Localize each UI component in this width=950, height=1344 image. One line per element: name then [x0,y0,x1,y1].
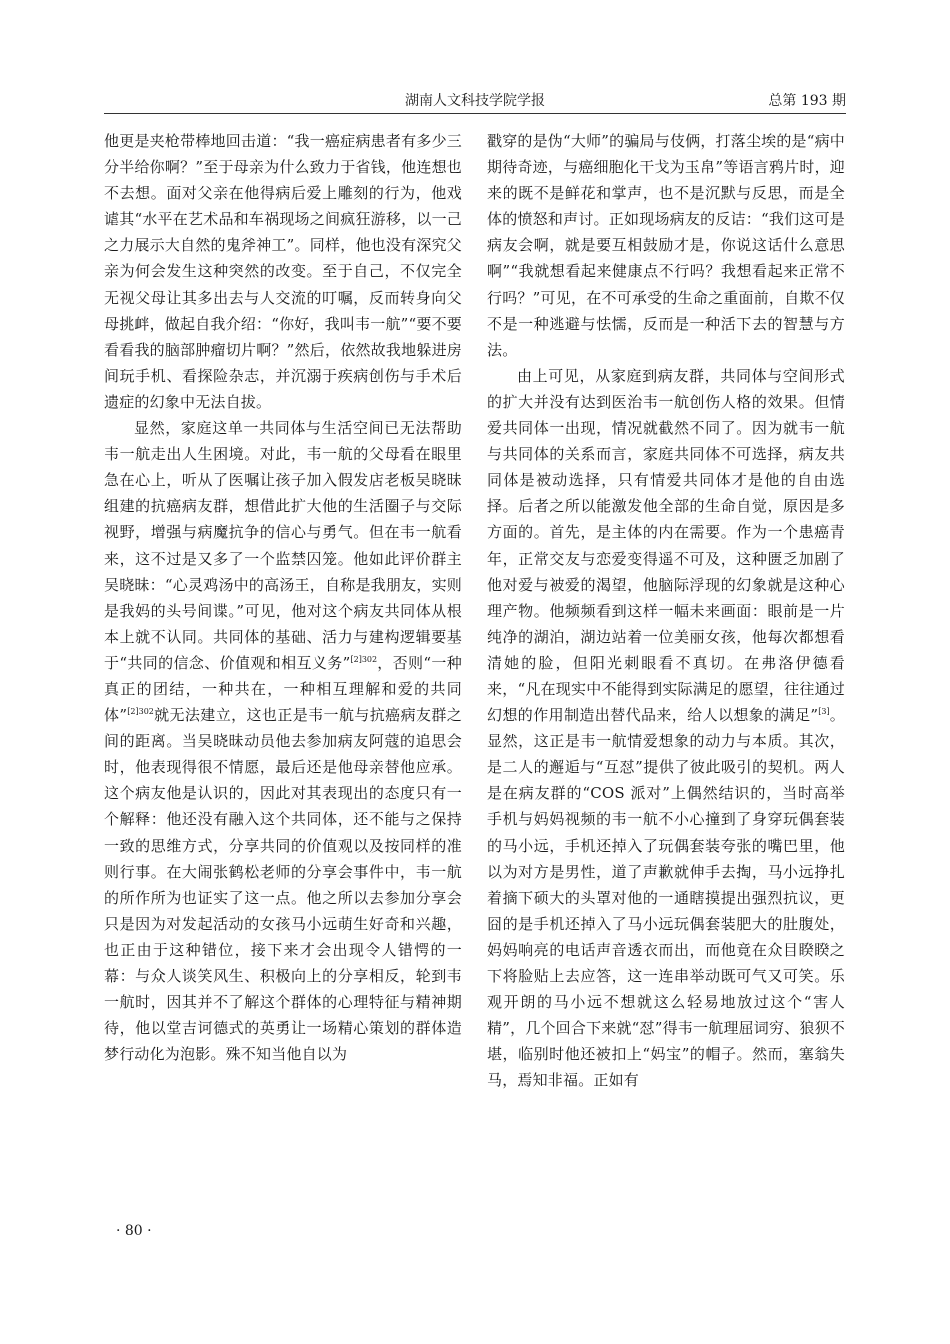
citation-ref: [2]302 [127,707,154,717]
paragraph [104,415,462,1067]
right-column [487,128,845,1093]
left-column [104,128,462,1067]
text-run: 显然，家庭这单一共同体与生活空间已无法帮助韦一航走出人生困境。对此，韦一航的父母看在眼里急在心上，听从了医嘱让孩子加入假发店老板吴晓昧组建的抗癌病友群，想借此扩大他的生活圈子与交际视野，增强与病魔抗争的信心与勇气。但在韦一航看来，这不过是又多了一个监禁囚笼。他如此评价群主吴晓昧：“心灵鸡汤中的高汤王，自称是我朋友，实则是我妈的头号间谍。”可见，他对这个病友共同体从根本上就不认同。共同体的基础、活力与建构逻辑要基于“共同的信念、价值观和相互义务” [104,419,462,672]
page-number: · 80 · [116,1223,152,1239]
text-run: 由上可见，从家庭到病友群，共同体与空间形式的扩大并没有达到医治韦一航创伤人格的效果。但情爱共同体一出现，情况就截然不同了。因为就韦一航与共同体的关系而言，家庭共同体不可选择，病友共同体是被动选择，只有情爱共同体才是他的自由选择。后者之所以能激发他全部的生命自觉，原因是多方面的。首先，是主体的内在需要。作为一个患癌青年，正常交友与恋爱变得遥不可及，这种匮乏加剧了他对爱与被爱的渴望，他脑际浮现的幻象就是这种心理产物。他频频看到这样一幅未来画面：眼前是一片纯净的湖泊，湖边站着一位美丽女孩，他每次都想看清她的脸，但阳光刺眼看不真切。在弗洛伊德看来，“凡在现实中不能得到实际满足的愿望，往往通过幻想的作用制造出替代品来，给人以想象的满足” [487,366,845,725]
paragraph: 戳穿的是伪“大师”的骗局与伎俩，打落尘埃的是“病中期待奇迹，与癌细胞化干戈为玉帛”等语言鸦片时，迎来的既不是鲜花和掌声，也不是沉默与反思，而是全体的愤怒和声讨。正如现场病友的反诘：“我们这可是病友会啊，就是要互相鼓励才是，你说这话什么意思啊”“我就想看起来健康点不行吗？我想看起来正常不行吗？”可见，在不可承受的生命之重面前，自欺不仅不是一种逃避与怯懦，反而是一种活下去的智慧与方法。 [487,132,846,359]
text-run: 。显然，这正是韦一航情爱想象的动力与本质。其次，是二人的邂逅与“互怼”提供了彼此吸引的契机。两人是在病友群的“COS 派对”上偶然结识的，当时高举手机与妈妈视频的韦一航不小心撞到了身穿玩偶套装的马小远，手机还掉入了玩偶套装夸张的嘴巴里，他以为对方是男性，道了声歉就伸手去掏，马小远挣扎着摘下硕大的头罩对他的一通瞎摸提出强烈抗议，更囧的是手机还掉入了马小远玩偶套装肥大的肚腹处，妈妈响亮的电话声音透衣而出，而他竟在众目睽睽之下将脸贴上去应答，这一连串举动既可气又可笑。乐观开朗的马小远不想就这么轻易地放过这个“害人精”，几个回合下来就“怼”得韦一航理屈词穷、狼狈不堪，临别时他还被扣上“妈宝”的帽子。然而，塞翁失马，焉知非福。正如有 [487,706,846,1090]
header-divider [104,113,846,114]
text-run: ，否则“一种真正的团结，一种共在，一种相互理解和爱的共同体” [104,653,462,725]
journal-title: 湖南人文科技学院学报 [405,93,545,109]
paragraph [487,363,845,1094]
issue-number: 总第 193 期 [768,93,846,109]
text-run: 就无法建立，这也正是韦一航与抗癌病友群之间的距离。当吴晓昧动员他去参加病友阿蔻的追思会时，他表现得很不情愿，最后还是他母亲替他应承。这个病友他是认识的，因此对其表现出的态度只有一个解释：他还没有融入这个共同体，还不能与之保持一致的思维方式，分享共同的价值观以及按同样的准则行事。在大闹张鹤松老师的分享会事件中，韦一航的所作所为也证实了这一点。他之所以去参加分享会只是因为对发起活动的女孩马小远萌生好奇和兴趣，也正由于这种错位，接下来才会出现令人错愕的一幕：与众人谈笑风生、积极向上的分享相反，轮到韦一航时，因其并不了解这个群体的心理特征与精神期待，他以堂吉诃德式的英勇让一场精心策划的群体造梦行动化为泡影。殊不知当他自以为 [104,706,462,1064]
paragraph: 他更是夹枪带棒地回击道：“我一癌症病患者有多少三分半给你啊？”至于母亲为什么致力于省钱，他连想也不去想。面对父亲在他得病后爱上雕刻的行为，他戏谑其“水平在艺术品和车祸现场之间疯狂游移，以一己之力展示大自然的鬼斧神工”。同样，他也没有深究父亲为何会发生这种突然的改变。至于自己，不仅完全无视父母让其多出去与人交流的叮嘱，反而转身向父母挑衅，做起自我介绍：“你好，我叫韦一航”“要不要看看我的脑部肿瘤切片啊？”然后，依然故我地躲进房间玩手机、看探险杂志，并沉溺于疾病创伤与手术后遗症的幻象中无法自拔。 [104,132,463,411]
running-header [104,86,846,114]
citation-ref: [3] [818,707,830,717]
citation-ref: [2]302 [350,654,378,664]
